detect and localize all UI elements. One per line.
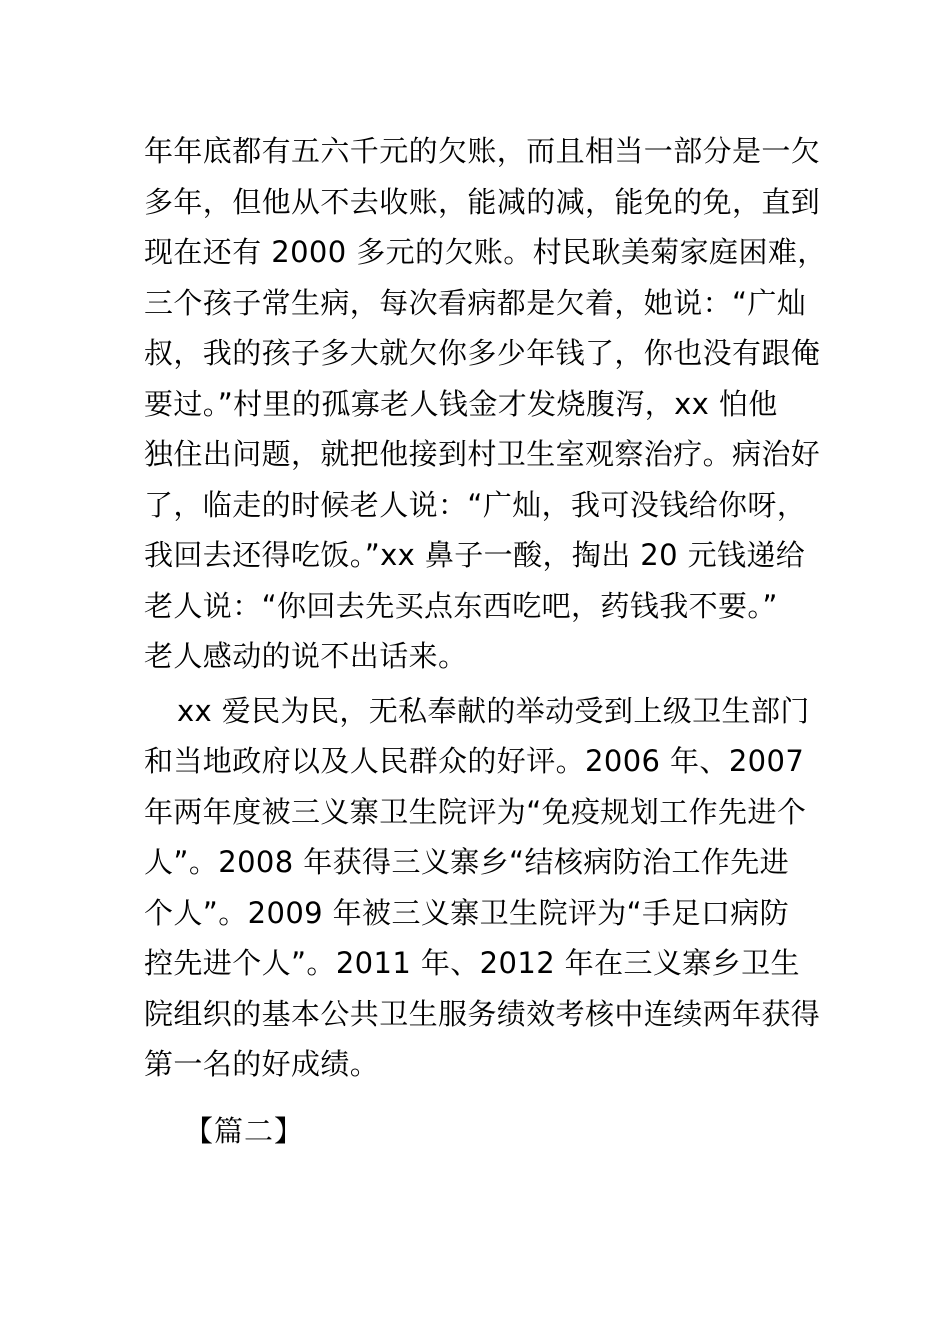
text-line: xx 爱民为民，无私奉献的举动受到上级卫生部门 (177, 693, 810, 728)
text-line: 老人说：“你回去先买点东西吃吧，药钱我不要。” (144, 588, 778, 623)
text-line: 要过。”村里的孤寡老人钱金才发烧腹泻，xx 怕他 (144, 386, 778, 421)
text-line: 个人”。2009 年被三义寨卫生院评为“手足口病防 (144, 895, 790, 930)
text-line: 我回去还得吃饭。”xx 鼻子一酸，掏出 20 元钱递给 (144, 538, 806, 572)
text-line: 了，临走的时候老人说：“广灿，我可没钱给你呀， (144, 487, 807, 522)
text-line: 现在还有 2000 多元的欠账。村民耿美菊家庭困难， (144, 235, 827, 269)
text-line: 院组织的基本公共卫生服务绩效考核中连续两年获得 (144, 996, 821, 1031)
section-heading: 【篇二】 (184, 1113, 305, 1148)
text-line: 第一名的好成绩。 (144, 1047, 380, 1081)
text-line: 老人感动的说不出话来。 (144, 639, 468, 673)
document-body (144, 126, 827, 1156)
text-line: 和当地政府以及人民群众的好评。2006 年、2007 (144, 744, 805, 778)
text-line: 年年底都有五六千元的欠账，而且相当一部分是一欠 (144, 134, 821, 168)
text-line: 控先进个人”。2011 年、2012 年在三义寨乡卫生 (144, 946, 800, 980)
paragraph-2 (144, 686, 821, 1090)
text-line: 年两年度被三义寨卫生院评为“免疫规划工作先进个 (144, 794, 807, 829)
paragraph-1 (144, 126, 827, 682)
text-line: 多年，但他从不去收账，能减的减，能免的免，直到 (144, 184, 821, 219)
text-line: 叔，我的孩子多大就欠你多少年钱了，你也没有跟俺 (144, 336, 821, 370)
text-line: 三个孩子常生病，每次看病都是欠着，她说：“广灿 (144, 285, 807, 320)
text-line: 独住出问题，就把他接到村卫生室观察治疗。病治好 (144, 437, 821, 471)
text-line: 人”。2008 年获得三义寨乡“结核病防治工作先进 (144, 845, 790, 879)
